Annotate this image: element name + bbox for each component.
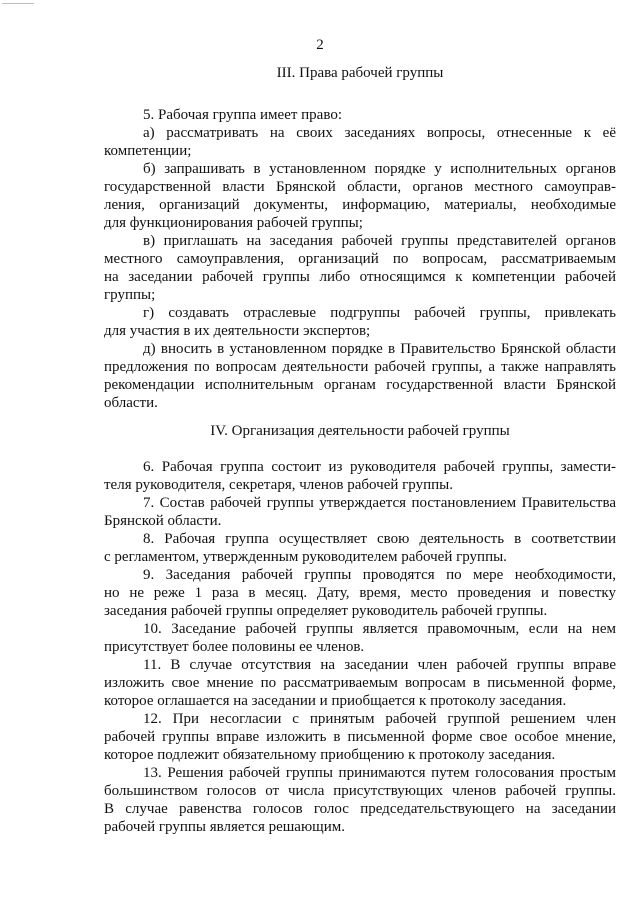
section-3-line: государственной власти Брянской области, органов местного самоуправ- <box>104 179 616 195</box>
section-3-line: для функционирования рабочей группы; <box>104 215 363 231</box>
section-3-line: компетенции; <box>104 143 192 159</box>
section-4-line: заседания рабочей группы определяет руководитель рабочей группы. <box>104 603 548 619</box>
section-4-line: изложить свое мнение по рассматриваемым вопросам в письменной форме, <box>104 675 616 691</box>
section-4-line: 6. Рабочая группа состоит из руководителя рабочей группы, замести- <box>143 459 616 475</box>
section-4-line: Брянской области. <box>104 513 222 529</box>
section-3-line: а) рассматривать на своих заседаниях вопросы, отнесенные к её <box>143 125 616 141</box>
section-4-line: 10. Заседание рабочей группы является правомочным, если на нем <box>143 621 616 637</box>
section-3-line: 5. Рабочая группа имеет право: <box>143 107 342 123</box>
section-4-line: с регламентом, утвержденным руководителем рабочей группы. <box>104 549 507 565</box>
section-3-heading: III. Права рабочей группы <box>276 65 444 81</box>
section-3-line: д) вносить в установленном порядке в Правительство Брянской области <box>143 341 616 357</box>
section-4-line: рабочей группы вправе изложить в письменной форме свое особое мнение, <box>104 729 616 745</box>
section-4-line: В случае равенства голосов голос председательствующего на заседании <box>104 801 616 817</box>
section-3-line: местного самоуправления, организаций по вопросам, рассматриваемым <box>104 251 616 267</box>
section-4-line: которое оглашается на заседании и приобщается к протоколу заседания. <box>104 693 567 709</box>
section-3-line: г) создавать отраслевые подгруппы рабочей группы, привлекать <box>143 305 616 321</box>
section-4-line: большинством голосов от числа присутствующих членов рабочей группы. <box>104 783 616 799</box>
scan-corner-mark <box>2 3 34 4</box>
section-4-line: 9. Заседания рабочей группы проводятся по мере необходимости, <box>143 567 616 583</box>
section-4-line: но не реже 1 раза в месяц. Дату, время, место проведения и повестку <box>104 585 616 601</box>
page-number: 2 <box>316 37 324 53</box>
section-3-line: предложения по вопросам деятельности рабочей группы, а также направлять <box>104 359 616 375</box>
section-3-line: группы; <box>104 287 156 303</box>
section-4-line: которое подлежит обязательному приобщению к протоколу заседания. <box>104 747 556 763</box>
section-4-line: присутствует более половины ее членов. <box>104 639 365 655</box>
section-3-line: б) запрашивать в установленном порядке у исполнительных органов <box>143 161 616 177</box>
section-3-line: рекомендации исполнительным органам государственной власти Брянской <box>104 377 616 393</box>
section-3-line: ления, организаций документы, информацию, материалы, необходимые <box>104 197 616 213</box>
section-4-line: теля руководителя, секретаря, членов рабочей группы. <box>104 477 453 493</box>
section-3-line: на заседании рабочей группы либо относящимся к компетенции рабочей <box>104 269 616 285</box>
section-4-line: рабочей группы является решающим. <box>104 819 345 835</box>
section-4-line: 12. При несогласии с принятым рабочей группой решением член <box>143 711 616 727</box>
section-3-line: в) приглашать на заседания рабочей группы представителей органов <box>143 233 616 249</box>
section-4-line: 7. Состав рабочей группы утверждается постановлением Правительства <box>143 495 616 511</box>
section-3-line: области. <box>104 395 158 411</box>
section-4-line: 11. В случае отсутствия на заседании член рабочей группы вправе <box>143 657 616 673</box>
section-4-heading: IV. Организация деятельности рабочей группы <box>210 423 510 439</box>
section-3-line: для участия в их деятельности экспертов; <box>104 323 371 339</box>
section-4-line: 13. Решения рабочей группы принимаются путем голосования простым <box>143 765 616 781</box>
section-4-line: 8. Рабочая группа осуществляет свою деятельность в соответствии <box>143 531 616 547</box>
